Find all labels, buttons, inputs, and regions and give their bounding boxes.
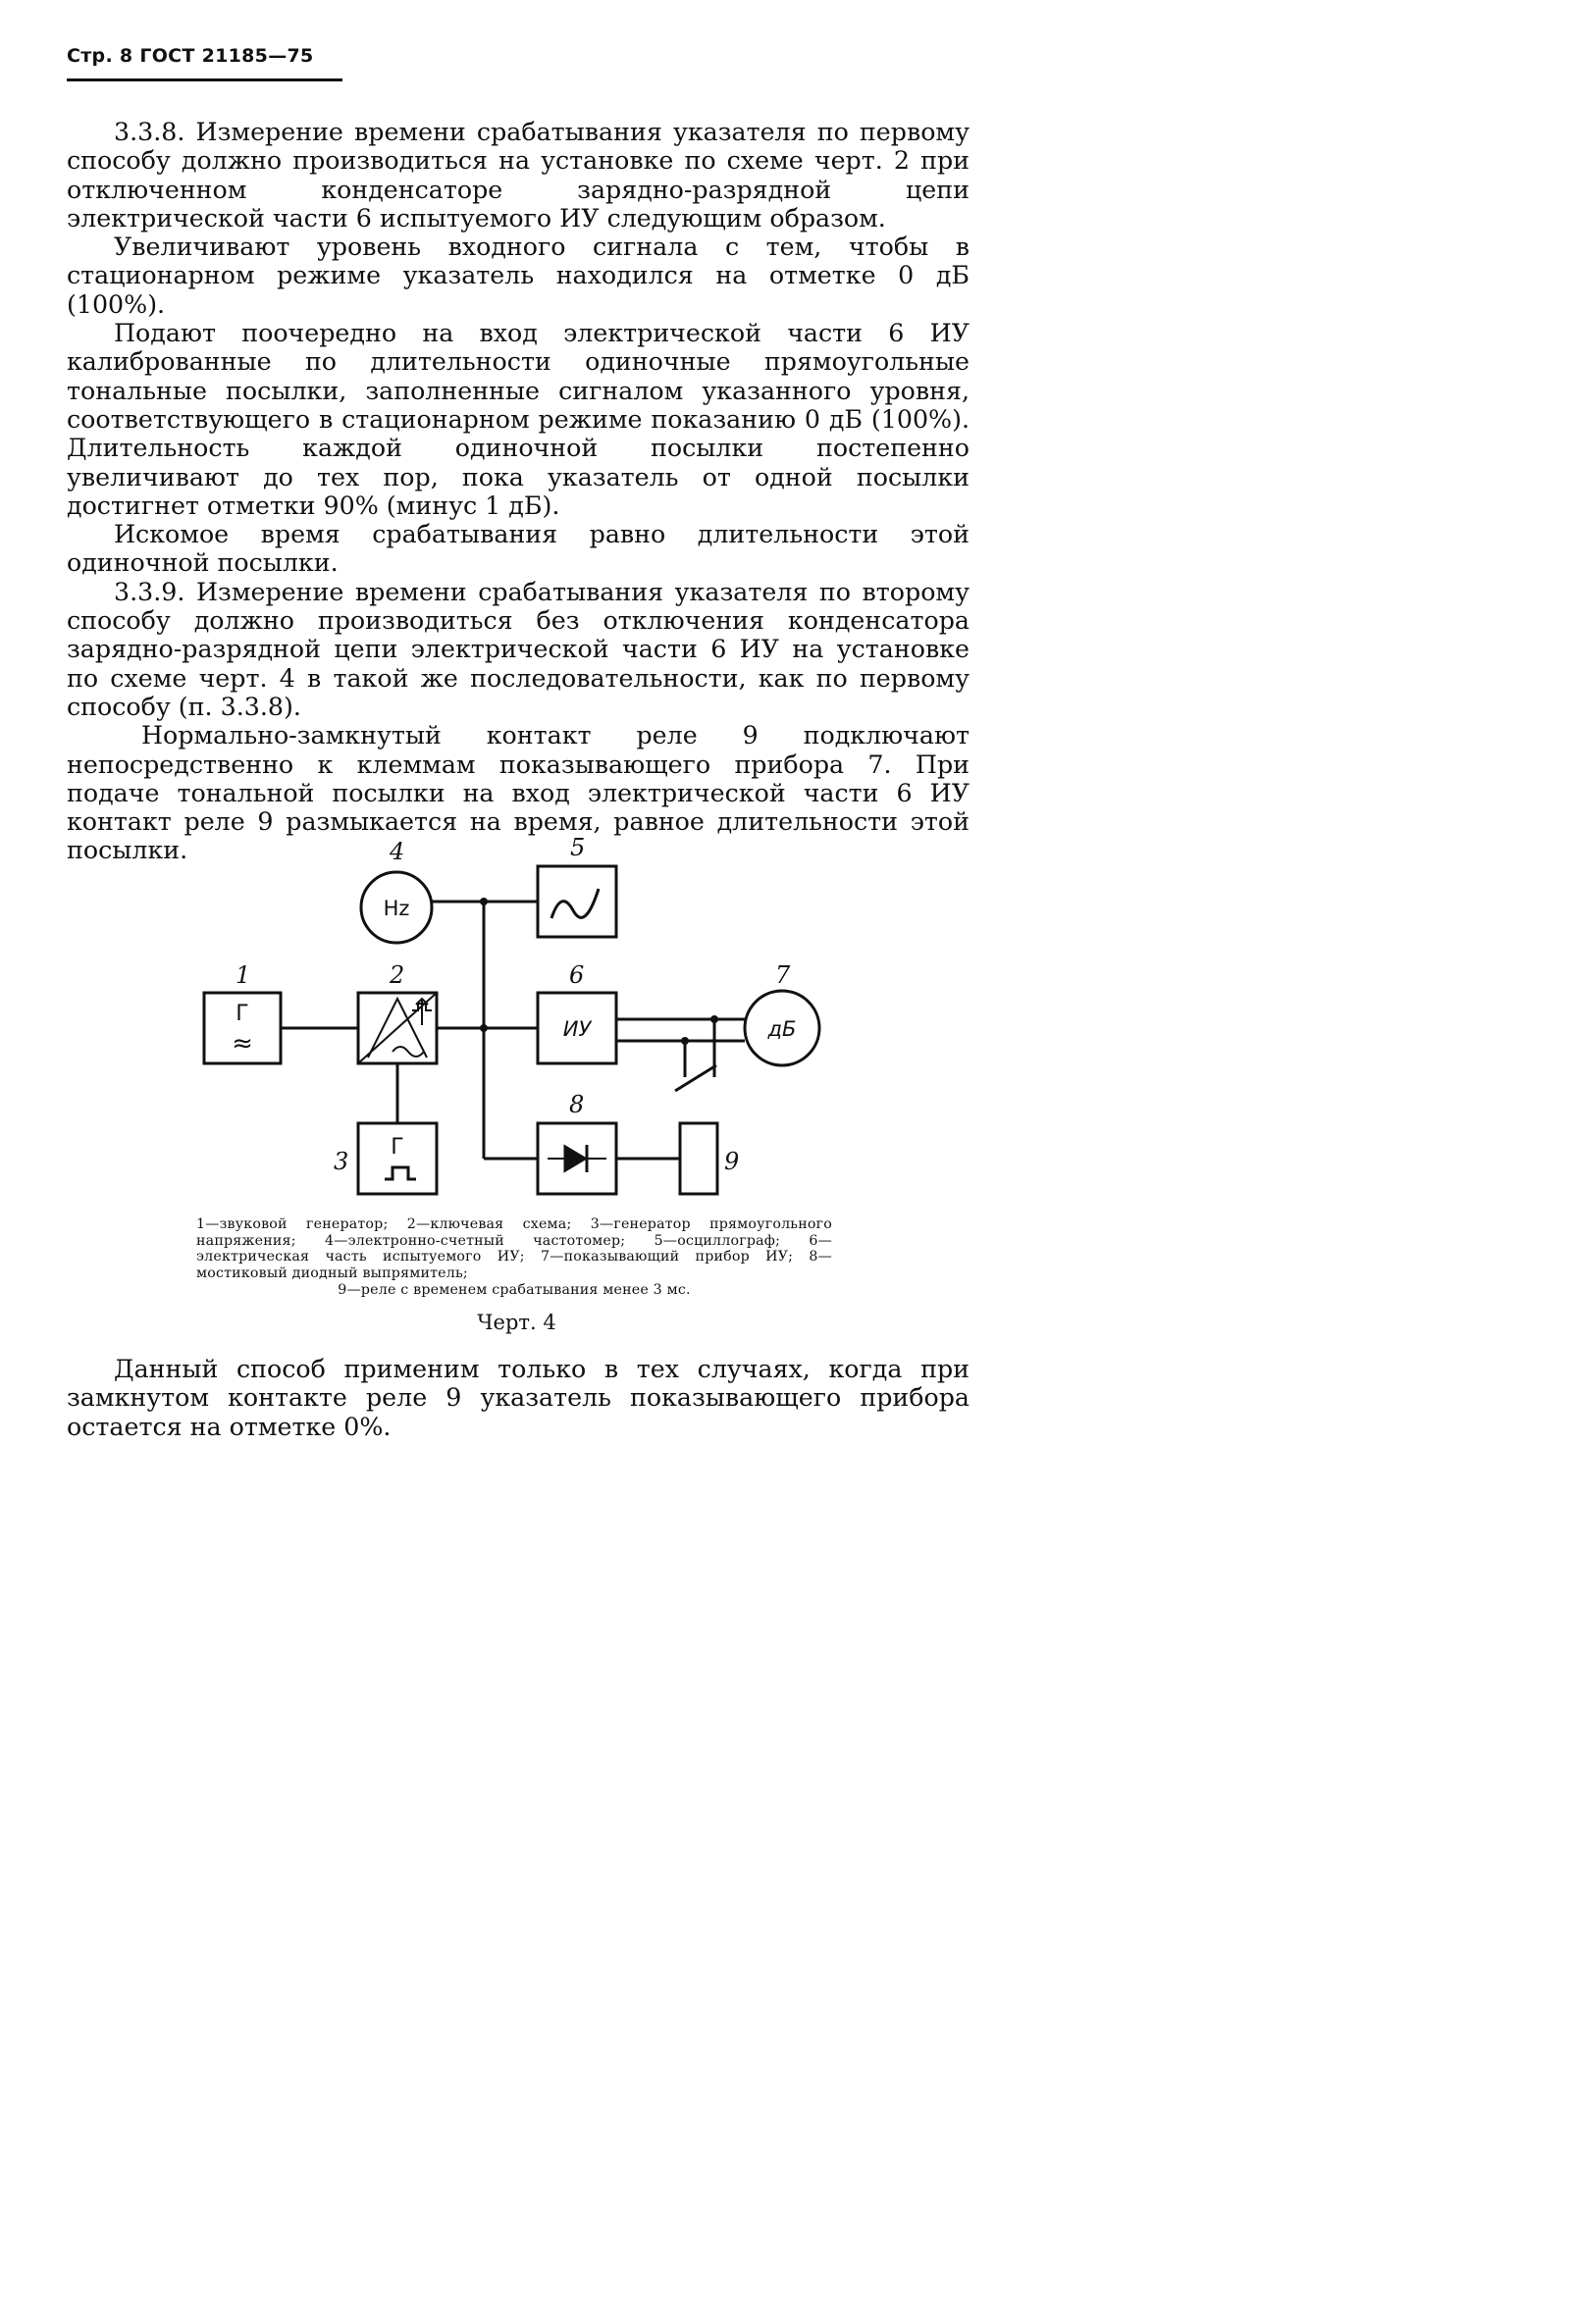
label-4: 4: [390, 838, 405, 865]
generator-wave: ≈: [232, 1029, 253, 1059]
paragraph-input-level: Увеличивают уровень входного сигнала с тем, чтобы в стационарном режиме указатель находился на отметке 0 дБ (100%).: [67, 232, 969, 319]
label-1: 1: [236, 961, 251, 989]
label-7: 7: [775, 961, 791, 989]
frequency-label: Hz: [383, 897, 410, 920]
pulse-generator-label: Г: [391, 1135, 404, 1160]
label-6: 6: [569, 961, 585, 989]
generator-label: Г: [236, 1002, 249, 1026]
header-rule: [67, 78, 342, 81]
meter-label: дБ: [767, 1017, 797, 1041]
paragraph-closing: Данный способ применим только в тех случаях, когда при замкнутом контакте реле 9 указатель показывающего прибора остается на отметке 0%.: [67, 1355, 969, 1441]
body-text: [67, 118, 969, 865]
block-oscilloscope: [538, 866, 616, 937]
paragraph-3-3-9: 3.3.9. Измерение времени срабатывания указателя по второму способу должно производиться без отключения конденсатора зарядно-разрядной цепи электрической части 6 ИУ на установке по схеме черт. 4 в такой же последовательности, как по первому способу (п. 3.3.8).: [67, 577, 969, 721]
paragraph-result: Искомое время срабатывания равно длительности этой одиночной посылки.: [67, 520, 969, 578]
label-2: 2: [390, 961, 405, 989]
paragraph-3-3-8: 3.3.8. Измерение времени срабатывания указателя по первому способу должно производиться на установке по схеме черт. 2 при отключенном конденсаторе зарядно-разрядной цепи электрической части 6 испытуемого ИУ следующим образом.: [67, 118, 969, 232]
block-diagram: [186, 824, 854, 1216]
figure-label: Черт. 4: [477, 1311, 556, 1334]
closing-text: [67, 1355, 969, 1441]
label-5: 5: [570, 834, 586, 861]
figure-caption: [196, 1216, 832, 1299]
label-8: 8: [569, 1091, 585, 1118]
tested-part-label: ИУ: [562, 1017, 592, 1041]
paragraph-relay: Нормально-замкнутый контакт реле 9 подключают непосредственно к клеммам показывающего прибора 7. При подаче тональной посылки на вход электрической части 6 ИУ контакт реле 9 размыкается на время, равное длительности этой посылки.: [67, 721, 969, 865]
page-header: Стр. 8 ГОСТ 21185—75: [67, 45, 314, 67]
caption-text: 1—звуковой генератор; 2—ключевая схема; 3—генератор прямоугольного напряжения; 4—электронно-счетный частотомер; 5—осциллограф; 6—электрическая часть испытуемого ИУ; 7—показывающий прибор ИУ; 8—мостиковый диодный выпрямитель;: [196, 1216, 832, 1282]
caption-last-line: 9—реле с временем срабатывания менее 3 мс.: [338, 1281, 691, 1298]
paragraph-tone-bursts: Подают поочередно на вход электрической части 6 ИУ калиброванные по длительности одиночные прямоугольные тональные посылки, заполненные сигналом указанного уровня, соответствующего в стационарном режиме показанию 0 дБ (100%). Длительность каждой одиночной посылки постепенно увеличивают до тех пор, пока указатель от одной посылки достигнет отметки 90% (минус 1 дБ).: [67, 319, 969, 520]
label-9: 9: [724, 1148, 740, 1175]
block-relay: [680, 1123, 717, 1194]
label-3: 3: [334, 1148, 349, 1175]
